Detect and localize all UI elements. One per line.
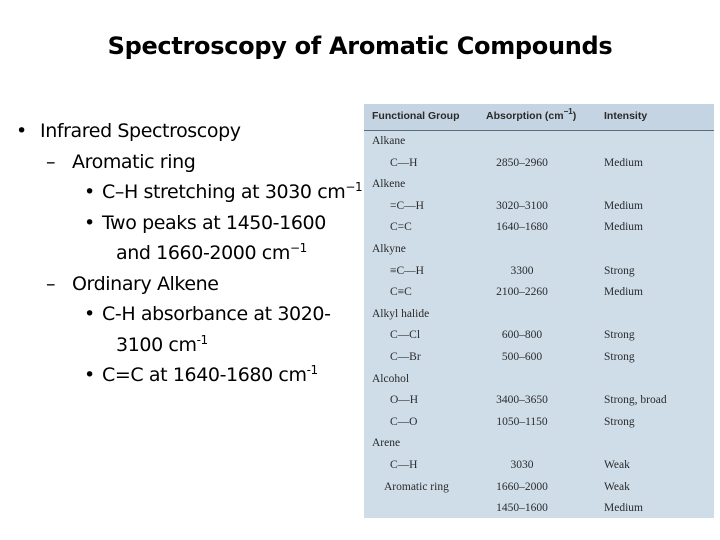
table-category-row [364,175,714,196]
table-row [364,348,714,369]
bullet-dot-icon: • [84,181,95,203]
cell-functional-group: Alkene [372,178,406,191]
bullet-superscript: −1 [289,241,307,255]
cell-intensity: Medium [604,221,643,234]
bullet-item [12,116,362,147]
bullet-dot-icon: • [84,211,95,234]
table-row [364,499,714,520]
bullet-item [12,299,362,330]
bullet-text: C–H stretching at 3030 cm [102,181,346,203]
table-row [364,197,714,218]
cell-functional-group: ≡C—H [390,264,424,277]
header-intensity: Intensity [604,110,648,122]
bullet-dash-icon: – [46,272,56,295]
bullet-dash-icon: – [46,150,56,173]
cell-functional-group: Alkane [372,135,406,147]
bullet-list [12,116,362,391]
cell-absorption: 1640–1680 [496,221,548,234]
bullet-item [12,360,362,391]
cell-absorption: 2100–2260 [496,286,548,299]
slide-title: Spectroscopy of Aromatic Compounds [107,32,613,60]
bullet-item [12,147,362,178]
bullet-text: and 1660-2000 cm [116,242,290,264]
bullet-dot-icon: • [16,120,27,142]
cell-absorption: 600–800 [501,329,543,342]
table-row [364,283,714,304]
header-absorption [486,107,577,122]
bullet-dot-icon: • [84,303,95,325]
bullet-text: Two peaks at 1450-1600 [102,211,326,234]
cell-intensity: Medium [604,286,643,299]
cell-functional-group: C=C [390,221,412,234]
table-category-row [364,370,714,391]
header-absorption-sup: −1 [563,107,573,116]
bullet-text: Ordinary Alkene [72,272,219,295]
cell-absorption: 3300 [510,264,534,277]
cell-absorption: 3030 [510,459,534,471]
bullet-superscript: -1 [196,332,208,347]
bullet-superscript: -1 [306,363,318,377]
bullet-item [12,269,362,300]
cell-functional-group: Alkyl halide [372,307,430,320]
cell-functional-group: C≡C [390,286,412,299]
cell-intensity: Strong [604,415,635,428]
cell-intensity: Strong [604,329,635,342]
header-functional-group: Functional Group [372,110,460,122]
cell-functional-group: Alkyne [372,243,406,255]
bullet-superscript: −1 [345,180,363,194]
cell-absorption: 1050–1150 [496,415,548,428]
cell-absorption: 3020–3100 [496,199,548,212]
table-header-row [364,104,714,131]
bullet-item [12,238,362,269]
header-absorption-close: ) [572,110,577,122]
bullet-text: C-H absorbance at 3020- [102,303,331,325]
ir-absorption-table [364,104,714,518]
cell-absorption: 1450–1600 [496,502,548,515]
table-row [364,478,714,499]
table-row [364,262,714,283]
bullet-text: 3100 cm [116,333,197,356]
cell-functional-group: C—Br [390,351,421,363]
cell-absorption: 2850–2960 [496,156,548,169]
bullet-dot-icon: • [84,364,95,386]
cell-intensity: Weak [604,459,630,471]
table-category-row [364,132,714,153]
table-row [364,391,714,412]
table-row [364,154,714,175]
bullet-text: Infrared Spectroscopy [40,120,241,142]
bullet-item [12,330,362,361]
cell-absorption: 1660–2000 [496,480,548,493]
table-category-row [364,434,714,455]
cell-absorption: 3400–3650 [496,394,548,407]
cell-functional-group: C—H [390,459,418,471]
bullet-item [12,177,362,208]
cell-functional-group: Alcohol [372,372,410,385]
cell-intensity: Medium [604,156,643,169]
cell-functional-group: Aromatic ring [384,480,449,493]
cell-functional-group: C—O [390,415,418,428]
cell-absorption: 500–600 [501,351,543,363]
table-row [364,456,714,477]
cell-functional-group: C—Cl [390,329,421,342]
table-category-row [364,240,714,261]
cell-intensity: Medium [604,502,643,515]
cell-functional-group: C—H [390,156,418,169]
cell-intensity: Strong, broad [604,394,667,407]
cell-functional-group: =C—H [390,199,424,212]
cell-intensity: Strong [604,351,635,363]
cell-intensity: Strong [604,264,635,277]
cell-functional-group: Arene [372,437,401,450]
table-row [364,413,714,434]
cell-functional-group: O—H [390,394,419,407]
table-category-row [364,305,714,326]
table-row [364,218,714,239]
bullet-item [12,208,362,239]
header-absorption-text: Absorption (cm [486,110,564,122]
table-row [364,326,714,347]
cell-intensity: Medium [604,199,643,212]
bullet-text: Aromatic ring [72,150,196,173]
bullet-text: C=C at 1640-1680 cm [102,364,307,386]
cell-intensity: Weak [604,480,630,493]
